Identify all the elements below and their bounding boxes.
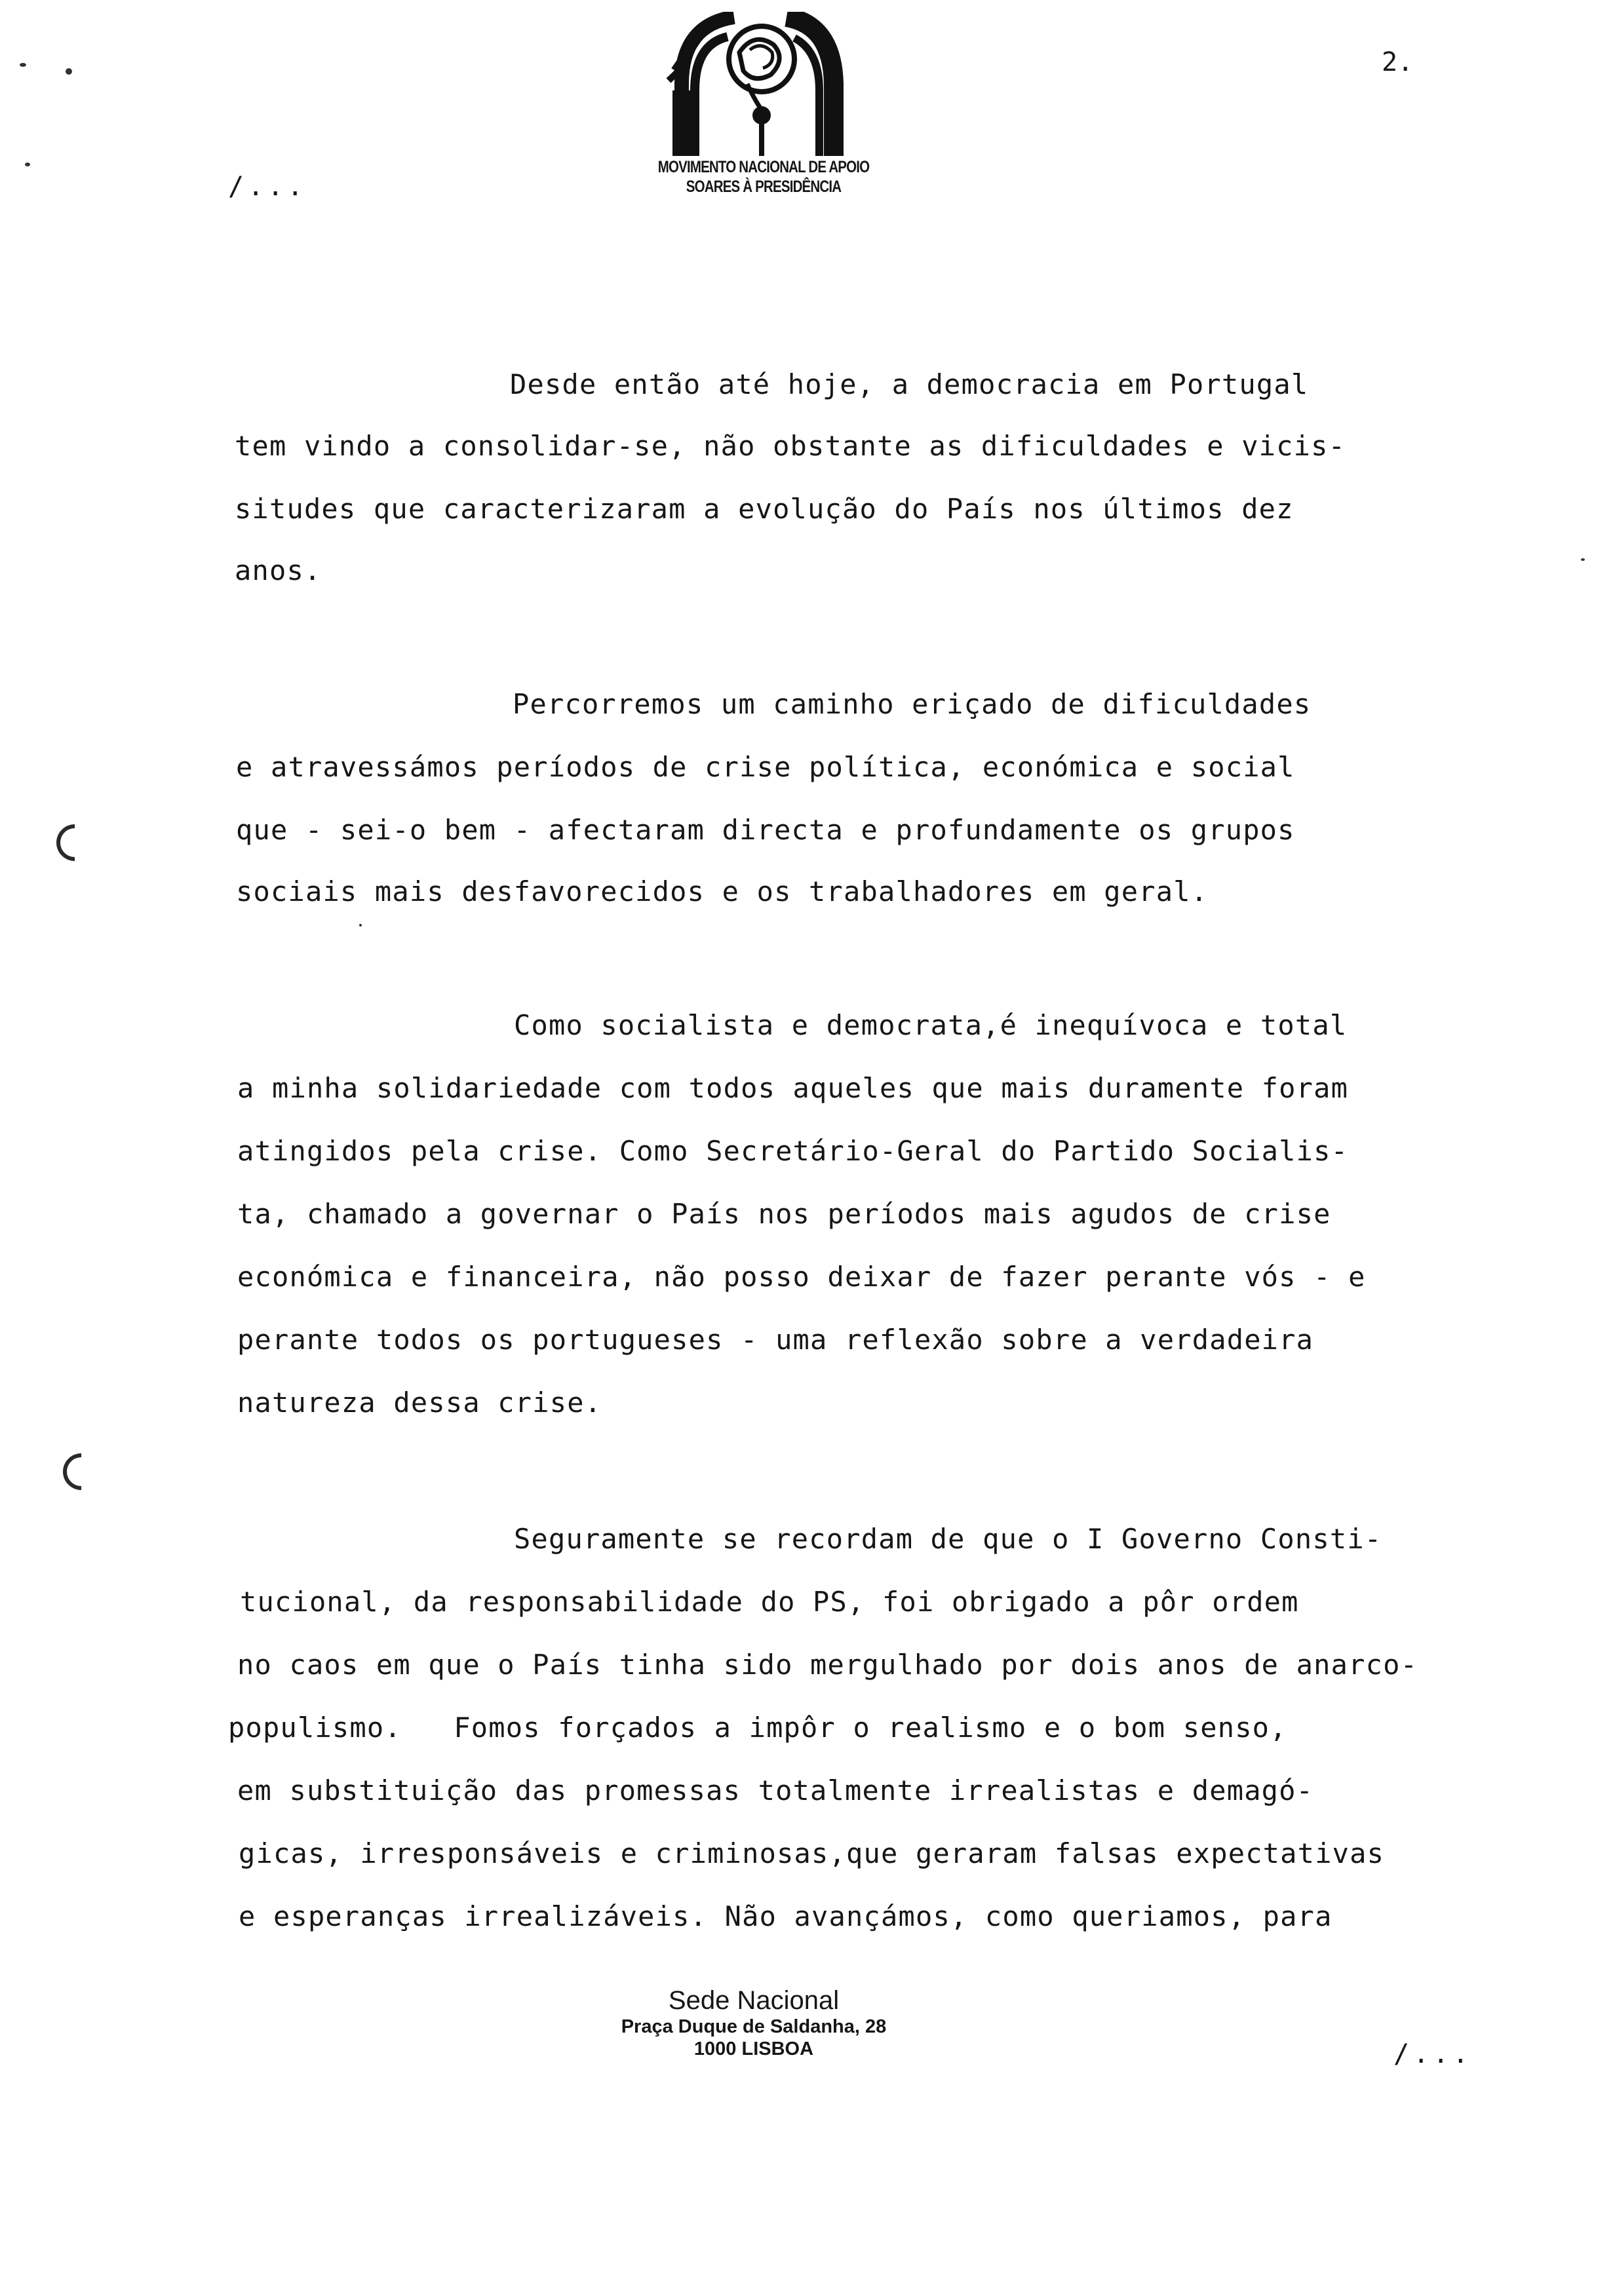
campaign-logo bbox=[610, 12, 918, 202]
body-line: situdes que caracterizaram a evolução do País nos últimos dez bbox=[235, 493, 1294, 525]
body-line: populismo. Fomos forçados a impôr o realismo e o bom senso, bbox=[228, 1712, 1287, 1744]
punch-hole-mark bbox=[55, 1445, 107, 1497]
body-line: anos. bbox=[235, 554, 322, 586]
body-line: que - sei-o bem - afectaram directa e profundamente os grupos bbox=[236, 814, 1295, 846]
body-line: natureza dessa crise. bbox=[237, 1387, 602, 1419]
body-line: e esperanças irrealizáveis. Não avançámos, como queriamos, para bbox=[239, 1900, 1333, 1932]
footer-address bbox=[564, 1985, 944, 2060]
body-line: tem vindo a consolidar-se, não obstante as dificuldades e vicis- bbox=[235, 430, 1346, 462]
body-line: perante todos os portugueses - uma reflexão sobre a verdadeira bbox=[237, 1324, 1314, 1356]
footer-address-line-2: 1000 LISBOA bbox=[693, 2038, 814, 2059]
scan-speck bbox=[25, 163, 30, 166]
continuation-mark-top: /... bbox=[228, 172, 307, 202]
body-line: atingidos pela crise. Como Secretário-Geral do Partido Socialis- bbox=[237, 1135, 1349, 1167]
logo-caption-line-2: SOARES À PRESIDÊNCIA bbox=[686, 178, 842, 196]
logo-caption bbox=[637, 157, 889, 197]
footer-title: Sede Nacional bbox=[668, 1986, 840, 2015]
body-line: económica e financeira, não posso deixar de fazer perante vós - e bbox=[237, 1261, 1366, 1293]
body-line: a minha solidariedade com todos aqueles que mais duramente foram bbox=[237, 1072, 1349, 1104]
body-line: Seguramente se recordam de que o I Governo Consti- bbox=[514, 1523, 1382, 1555]
body-line: Como socialista e democrata,é inequívoca e total bbox=[514, 1009, 1348, 1041]
scan-speck bbox=[20, 63, 26, 67]
rose-emblem-icon bbox=[655, 12, 852, 156]
logo-caption-line-1: MOVIMENTO NACIONAL DE APOIO bbox=[657, 158, 870, 176]
body-line: ta, chamado a governar o País nos períodos mais agudos de crise bbox=[237, 1198, 1331, 1230]
body-line: tucional, da responsabilidade do PS, foi obrigado a pôr ordem bbox=[240, 1586, 1299, 1618]
body-line: Percorremos um caminho eriçado de dificuldades bbox=[513, 688, 1312, 720]
body-line: sociais mais desfavorecidos e os trabalhadores em geral. bbox=[236, 875, 1209, 908]
body-line: Desde então até hoje, a democracia em Portugal bbox=[510, 368, 1309, 400]
body-line: gicas, irresponsáveis e criminosas,que geraram falsas expectativas bbox=[239, 1837, 1385, 1869]
body-line: no caos em que o País tinha sido mergulhado por dois anos de anarco- bbox=[237, 1649, 1418, 1681]
body-line: e atravessámos períodos de crise política, económica e social bbox=[236, 751, 1295, 783]
punch-hole-mark bbox=[49, 816, 100, 868]
footer-address-line-1: Praça Duque de Saldanha, 28 bbox=[621, 2016, 887, 2037]
scan-speck bbox=[359, 924, 362, 927]
scan-speck bbox=[66, 68, 72, 75]
page-number: 2. bbox=[1382, 47, 1414, 77]
continuation-mark-bottom: /... bbox=[1393, 2039, 1473, 2069]
body-line: em substituição das promessas totalmente irrealistas e demagó- bbox=[237, 1774, 1314, 1807]
scan-speck bbox=[1581, 558, 1585, 561]
